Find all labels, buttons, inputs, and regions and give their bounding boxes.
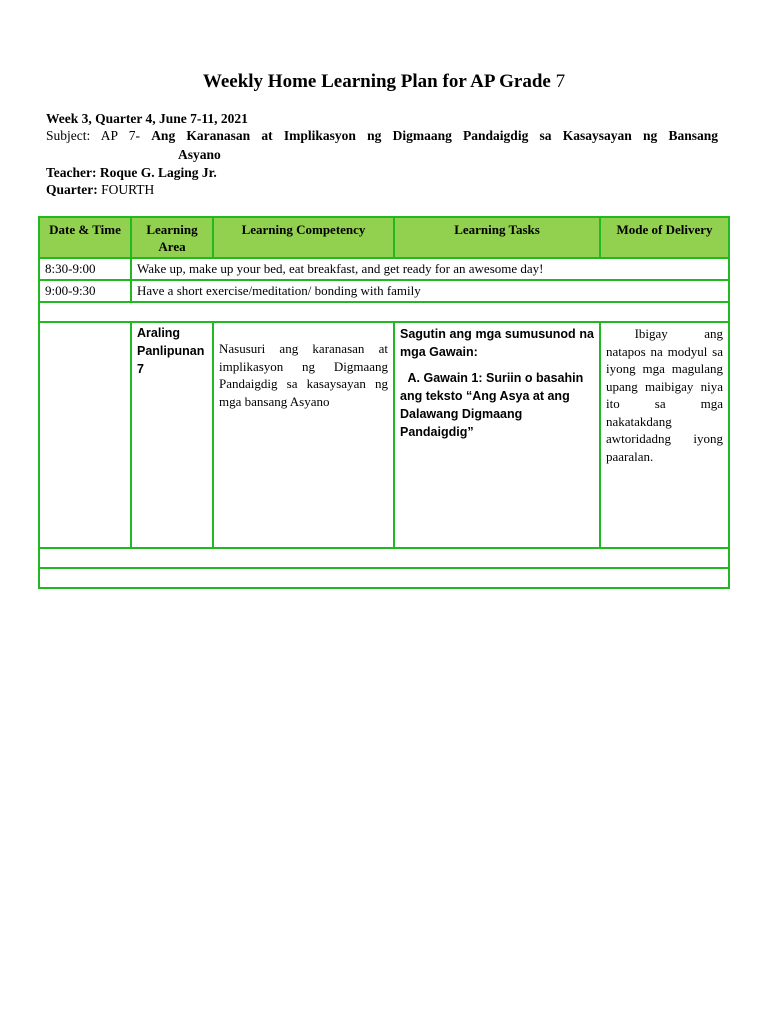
row-activity: Have a short exercise/meditation/ bonding with family (131, 280, 729, 302)
task-item: A. Gawain 1: Suriin o basahin ang teksto “Ang Asya at ang Dalawang Digmaang Pandaigdig” (400, 371, 584, 439)
subject-prefix: AP 7- (100, 128, 140, 143)
task-intro: Sagutin ang mga sumusunod na mga Gawain: (400, 327, 594, 359)
subject-title: Ang Karanasan at Implikasyon ng Digmaang Pandaigdig sa Kasaysayan ng Bansang (151, 128, 718, 143)
header-learning-area: Learning Area (131, 217, 213, 258)
header-learning-tasks: Learning Tasks (394, 217, 600, 258)
lesson-row (39, 322, 729, 548)
lesson-delivery: Ibigay ang natapos na modyul sa iyong mga magulang upang maibigay niya ito sa mga nakatakdang awtoridadng iyong paaralan. (600, 322, 729, 548)
table-header-row (39, 217, 729, 258)
table-row (39, 280, 729, 302)
week-text: Week 3, Quarter 4, June 7-11, 2021 (46, 111, 248, 126)
header-date-time: Date & Time (39, 217, 131, 258)
subject-label: Subject: (46, 128, 91, 143)
teacher-label: Teacher: (46, 165, 97, 180)
subject-title-cont: Asyano (178, 147, 221, 162)
header-learning-competency: Learning Competency (213, 217, 394, 258)
title-main: Weekly Home Learning Plan for AP Grade (202, 71, 551, 92)
row-time: 9:00-9:30 (39, 280, 131, 302)
empty-row (39, 568, 729, 588)
week-line (46, 110, 718, 127)
empty-row (39, 548, 729, 568)
quarter-line (46, 181, 718, 198)
empty-row (39, 302, 729, 322)
lesson-competency: Nasusuri ang karanasan at implikasyon ng Digmaang Pandaigdig sa kasaysayan ng mga bansang Asyano (213, 322, 394, 548)
subject-line (46, 127, 718, 144)
teacher-name: Roque G. Laging Jr. (99, 165, 217, 180)
lesson-time-cell (39, 322, 131, 548)
quarter-value: FOURTH (101, 182, 155, 197)
lesson-area: Araling Panlipunan 7 (131, 322, 213, 548)
row-time: 8:30-9:00 (39, 258, 131, 280)
teacher-line (46, 164, 718, 181)
header-mode-of-delivery: Mode of Delivery (600, 217, 729, 258)
lesson-tasks-cell (394, 322, 600, 548)
title-grade: 7 (555, 71, 566, 92)
page-title (0, 71, 768, 93)
quarter-label: Quarter: (46, 182, 98, 197)
learning-plan-table (38, 216, 730, 589)
table-row (39, 258, 729, 280)
row-activity: Wake up, make up your bed, eat breakfast, and get ready for an awesome day! (131, 258, 729, 280)
subject-continued (178, 146, 578, 163)
